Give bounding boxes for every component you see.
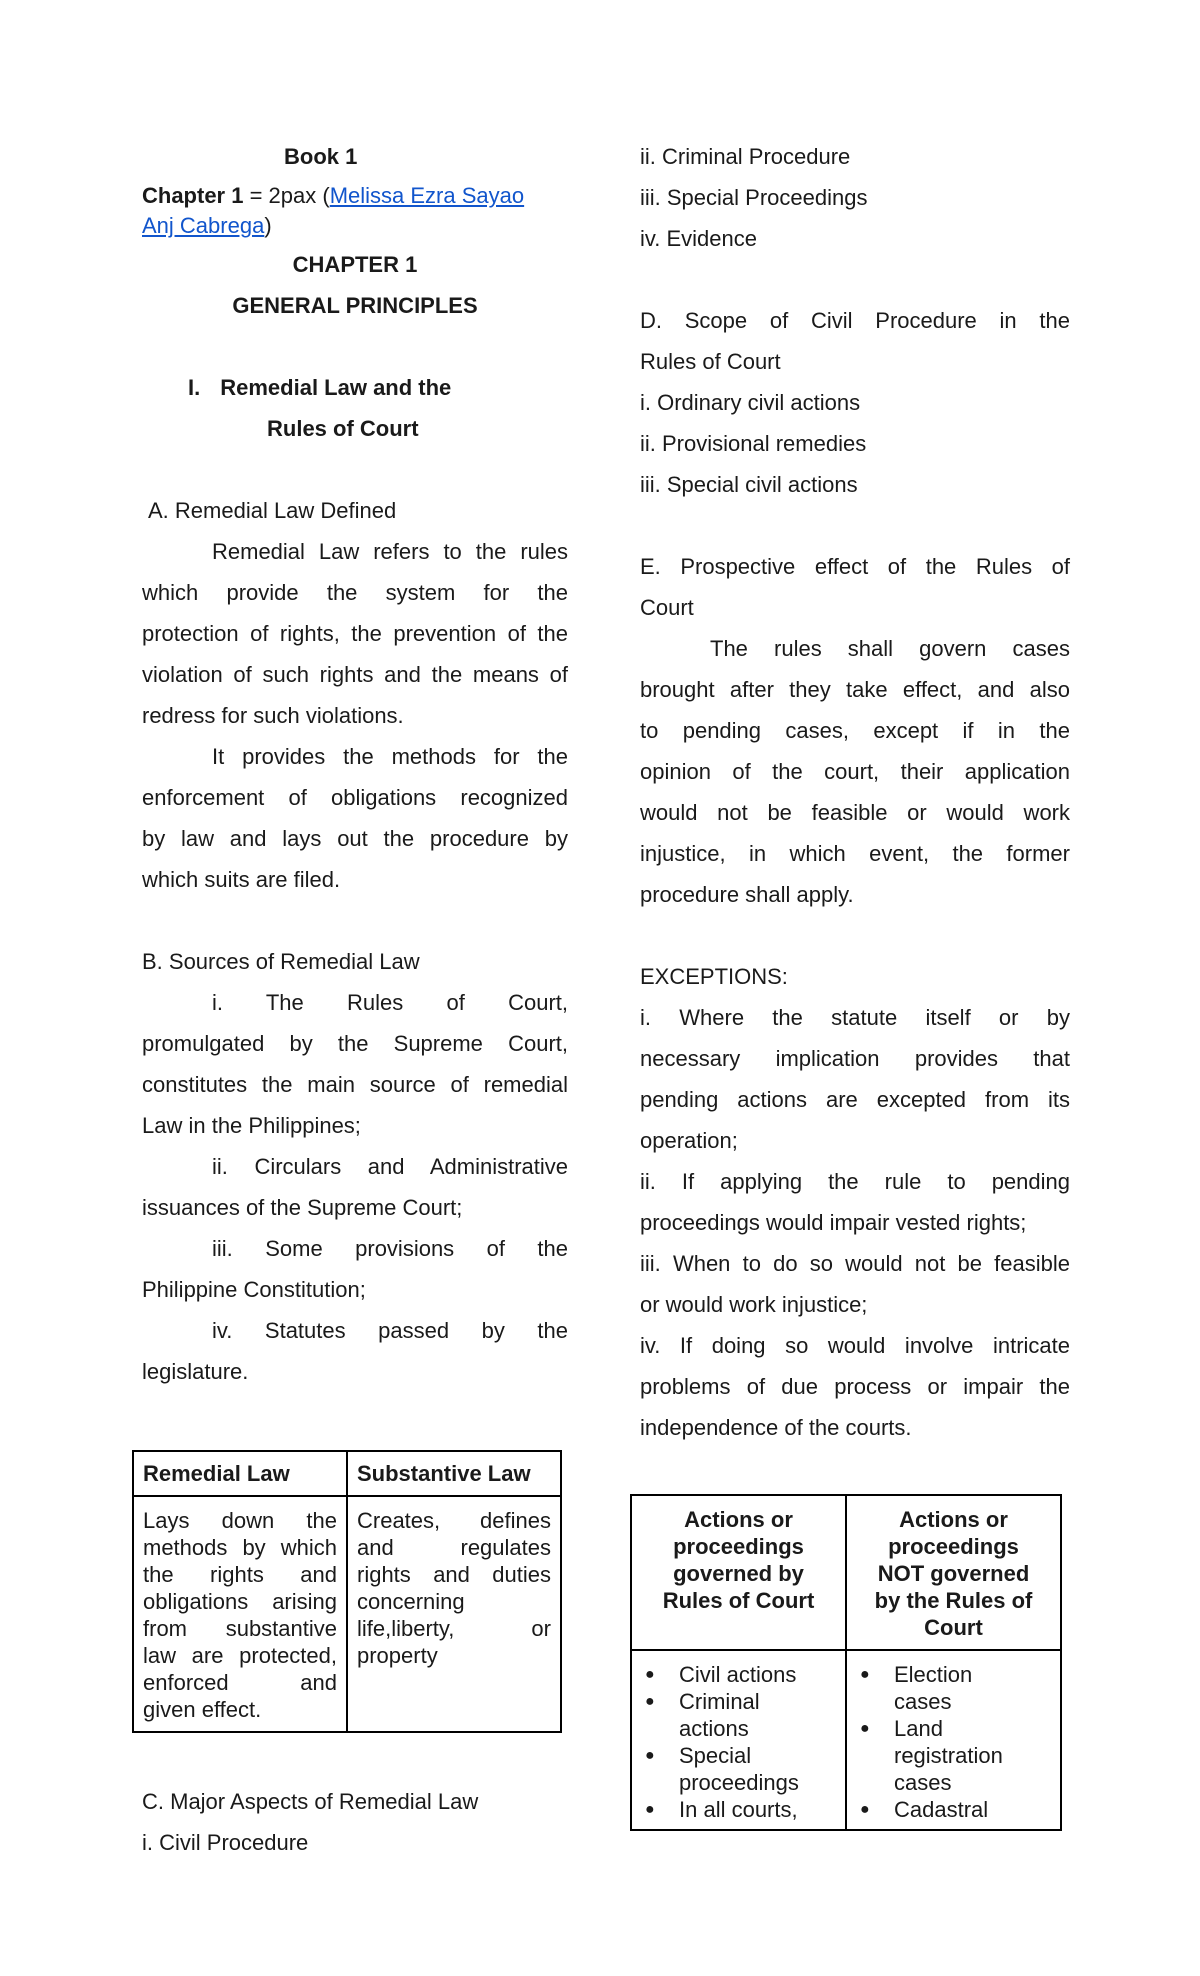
left-column — [142, 136, 568, 1392]
heading-c-block — [142, 1781, 568, 1863]
not-governed-list-cell — [846, 1650, 1061, 1830]
heading-c: C. Major Aspects of Remedial Law — [142, 1789, 479, 1814]
scope-item: ii. Provisional remedies — [640, 431, 867, 456]
civil-procedure-item: i. Civil Procedure — [142, 1830, 309, 1855]
paragraph-a1: Remedial Law refers to the rules which provide the system for the protection of rights, the prevention of the violation of such rights and the means of redress for such violations. — [142, 539, 568, 728]
header-not-governed: Actions or proceedings NOT governed by the Rules of Court — [846, 1495, 1061, 1650]
heading-d: D. Scope of Civil Procedure in the Rules of Court — [640, 308, 1070, 374]
heading-a: A. Remedial Law Defined — [148, 498, 397, 523]
table-header-remedial: Remedial Law — [133, 1451, 347, 1496]
table-header-row — [631, 1495, 1061, 1650]
section-heading: I. Remedial Law and the — [188, 375, 452, 400]
remedial-cell: Lays down the methods by which the rights and obligations arising from substantive law are protected, enforced and given effect. — [133, 1496, 347, 1732]
criminal-procedure-item: ii. Criminal Procedure — [640, 144, 851, 169]
list-item: ● Special proceedings — [641, 1742, 836, 1796]
heading-e: E. Prospective effect of the Rules of Court — [640, 554, 1070, 620]
paragraph-a2: It provides the methods for the enforcement of obligations recognized by law and lays out the procedure by which suits are filed. — [142, 744, 568, 892]
list-item: ● Election cases — [856, 1661, 1051, 1715]
sources-list: i. The Rules of Court, promulgated by the Supreme Court, constitutes the main source of remedial Law in the Philippines; ii. Circulars and Administrative issuances of the Supreme Court; iii. Some provisions of the Philippine Constitution; iv. Statutes passed by the legislature. — [142, 990, 568, 1384]
list-item: ● In all courts, — [641, 1796, 836, 1823]
list-item: ● Cadastral — [856, 1796, 1051, 1823]
scope-item: iii. Special civil actions — [640, 472, 858, 497]
table-row — [133, 1496, 561, 1732]
evidence-item: iv. Evidence — [640, 226, 757, 251]
governed-list-cell — [631, 1650, 846, 1830]
chapter-subtitle: GENERAL PRINCIPLES — [232, 293, 478, 318]
chapter-title: CHAPTER 1 — [292, 252, 418, 277]
section-heading-line2: Rules of Court — [267, 416, 419, 441]
author-link-1[interactable]: Melissa Ezra Sayao — [329, 183, 525, 208]
author-link-2[interactable]: Anj Cabrega — [142, 213, 265, 238]
substantive-cell: Creates, defines and regulates rights and duties concerning life,liberty, or property — [347, 1496, 561, 1732]
table-header-row — [133, 1451, 561, 1496]
special-proceedings-item: iii. Special Proceedings — [640, 185, 868, 210]
exceptions-list: i. Where the statute itself or by necessary implication provides that pending actions are excepted from its operation; ii. If applying the rule to pending proceedings would impair vested rights; iii. When to do so would not be feasible or would work injustice; iv. If doing so would involve intricate problems of due process or impair the independence of the courts. — [640, 1005, 1070, 1440]
scope-item: i. Ordinary civil actions — [640, 390, 861, 415]
header-governed: Actions or proceedings governed by Rules of Court — [631, 1495, 846, 1650]
heading-b: B. Sources of Remedial Law — [142, 949, 420, 974]
remedial-vs-substantive-table — [132, 1450, 562, 1733]
list-item: ● Civil actions — [641, 1661, 836, 1688]
paragraph-e: The rules shall govern cases brought after they take effect, and also to pending cases, except if in the opinion of the court, their application would not be feasible or would work injustice, in which event, the former procedure shall apply. — [640, 636, 1070, 907]
exceptions-heading: EXCEPTIONS: — [640, 964, 788, 989]
chapter-assignment: Chapter 1 = 2pax (Melissa Ezra Sayao Anj Cabrega) — [142, 183, 525, 238]
book-label: Book 1 — [284, 144, 358, 169]
governed-list — [641, 1661, 836, 1823]
rules-coverage-table — [630, 1494, 1062, 1831]
not-governed-list — [856, 1661, 1051, 1823]
list-item: ● Land registration cases — [856, 1715, 1051, 1796]
list-item: ● Criminal actions — [641, 1688, 836, 1742]
right-column — [640, 136, 1070, 1448]
table-row — [631, 1650, 1061, 1830]
table-header-substantive: Substantive Law — [347, 1451, 561, 1496]
